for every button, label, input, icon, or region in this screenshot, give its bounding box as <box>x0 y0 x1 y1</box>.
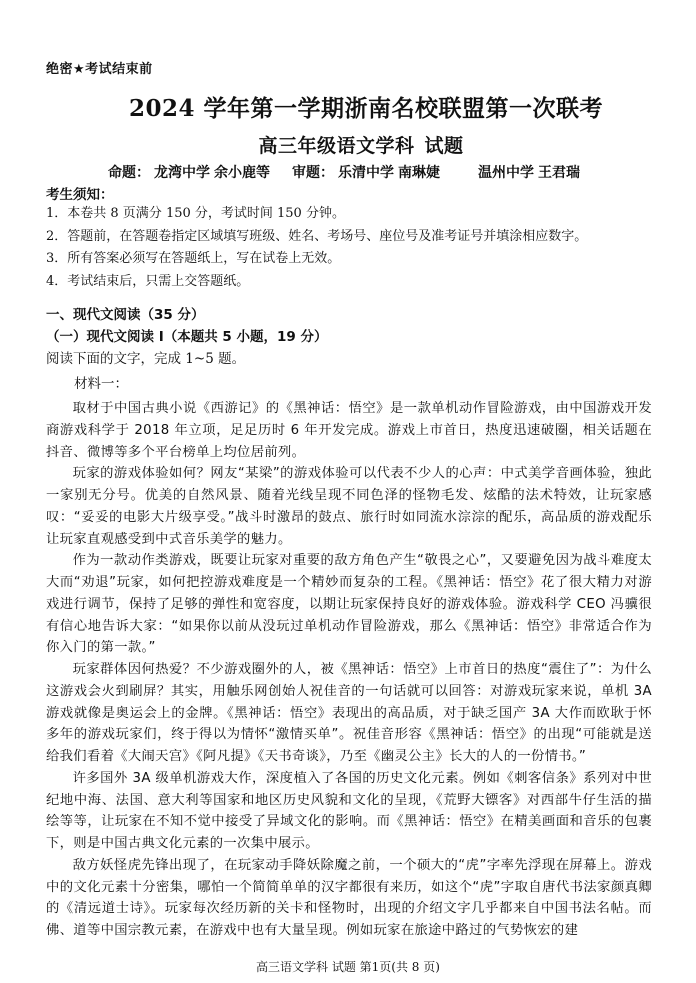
page-footer: 高三语文学科 试题 第1页(共 8 页) <box>256 960 440 974</box>
notice-title: 考生须知： <box>46 187 114 203</box>
reading-passage <box>46 398 652 942</box>
passage-paragraph: 作为一款动作类游戏，既要让玩家对重要的敌方角色产生“敬畏之心”，又要避免因为战斗难度太大而“劝退”玩家，如何把控游戏难度是一个精妙而复杂的工程。《黑神话：悟空》花了很大精力对游戏进行调节，保持了足够的弹性和宽容度，以期让玩家保持良好的游戏体验。游戏科学 CEO 冯骥很有信心地告诉大家：“如果你以前从没玩过单机动作冒险游戏，那么《黑神话：悟空》非常适合作为你入门的第一款。” <box>46 553 652 656</box>
subsection-heading: （一）现代文阅读 I（本题共 5 小题，19 分） <box>46 329 328 345</box>
passage-paragraph: 玩家群体因何热爱？不少游戏圈外的人，被《黑神话：悟空》上市首日的热度“震住了”：为什么这游戏会火到刷屏？其实，用触乐网创始人祝佳音的一句话就可以回答：对游戏玩家来说，单机 3A 游戏就像是奥运会上的金牌。《黑神话：悟空》表现出的高品质，对于缺乏国产 3A 大作而欧耿于怀多年的游戏玩家们，终于得以为情怀“激情买单”。祝佳音形容《黑神话：悟空》的出现“可能就是送给我们看着《大闹天宫》《阿凡提》《天书奇谈》，乃至《幽灵公主》长大的人的一份情书。” <box>46 662 652 764</box>
exam-subtitle <box>0 131 696 158</box>
section-heading: 一、现代文阅读（35 分） <box>46 307 205 323</box>
review-name-2: 王君瑞 <box>538 165 580 181</box>
reading-instruction: 阅读下面的文字，完成 1~5 题。 <box>46 351 246 367</box>
subtitle-main: 高三年级语文学科 <box>258 135 415 157</box>
propose-label: 命题： <box>108 165 150 181</box>
notice-item: 2．答题前，在答题卷指定区域填写班级、姓名、考场号、座位号及准考证号并填涂相应数字。 <box>46 228 588 244</box>
passage-paragraph: 取材于中国古典小说《西游记》的《黑神话：悟空》是一款单机动作冒险游戏，由中国游戏开发商游戏科学于 2018 年立项，足足历时 6 年开发完成。游戏上市首日，热度迅速破圈，相关话题在抖音、微博等多个平台榜单上均位居前列。 <box>46 401 652 460</box>
material-label: 材料一： <box>74 376 128 392</box>
notice-item: 3．所有答案必须写在答题纸上，写在试卷上无效。 <box>46 251 341 266</box>
propose-name: 余小鹿等 <box>214 165 270 181</box>
passage-paragraph: 玩家的游戏体验如何？网友“某梁”的游戏体验可以代表不少人的心声：中式美学音画体验，独此一家别无分号。优美的自然风景、随着光线呈现不同色泽的怪物毛发、炫酷的法术特效，让玩家感叹：“妥妥的电影大片级享受。”战斗时激昂的鼓点、旅行时如同流水淙淙的配乐，高品质的游戏配乐让玩家直观感受到中式音乐美学的魅力。 <box>46 466 652 547</box>
subtitle-suffix: 试题 <box>424 135 464 157</box>
passage-paragraph: 敌方妖怪虎先锋出现了，在玩家动手降妖除魔之前，一个硕大的“虎”字率先浮现在屏幕上。游戏中的文化元素十分密集，哪怕一个简简单单的汉字都很有来历，如这个“虎”字取自唐代书法家颜真卿的《清远道士诗》。玩家每次经历新的关卡和怪物时，出现的介绍文字几乎都来自中国书法名帖。而佛、道等中国宗教元素，在游戏中也有大量呈现。例如玩家在旅途中路过的气势恢宏的建 <box>46 857 652 938</box>
notice-item: 1．本卷共 8 页满分 150 分，考试时间 150 分钟。 <box>46 206 345 221</box>
propose-school: 龙湾中学 <box>154 165 210 181</box>
authors-line <box>108 162 584 182</box>
notice-list <box>46 203 666 293</box>
passage-paragraph: 许多国外 3A 级单机游戏大作，深度植入了各国的历史文化元素。例如《刺客信条》系列对中世纪地中海、法国、意大利等国家和地区历史风貌和文化的呈现，《荒野大镖客》对西部牛仔生活的描绘等等，让玩家在不知不觉中接受了异域文化的影响。而《黑神话：悟空》在精美画面和音乐的包裹下，则是中国古典文化元素的一次集中展示。 <box>46 770 652 851</box>
notice-item: 4．考试结束后，只需上交答题纸。 <box>46 273 250 289</box>
review-label: 审题： <box>292 165 334 181</box>
review-school-2: 温州中学 <box>478 165 534 181</box>
review-school-1: 乐清中学 <box>338 165 394 181</box>
review-name-1: 南琳婕 <box>398 165 440 181</box>
exam-title: 2024 学年第一学期浙南名校联盟第一次联考 <box>128 95 604 122</box>
confidential-label: 绝密★考试结束前 <box>46 62 153 77</box>
